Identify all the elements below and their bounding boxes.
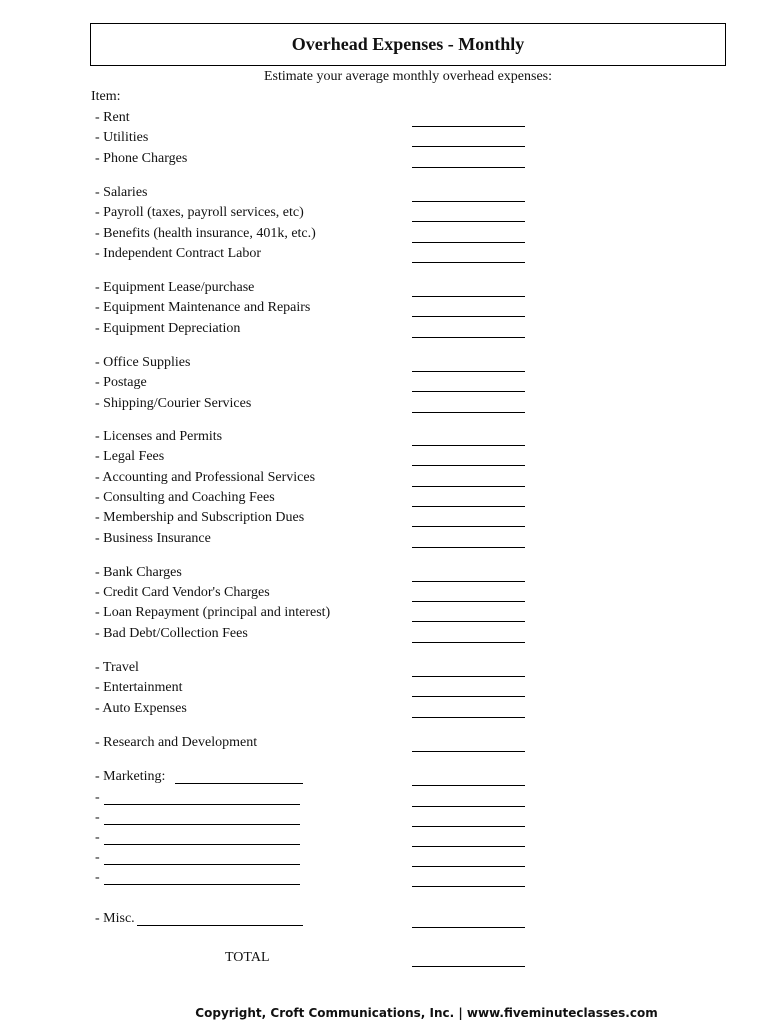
expense-label: - Legal Fees [95,449,165,464]
amount-line[interactable] [412,167,525,168]
expense-label: - Equipment Lease/purchase [95,280,255,295]
fill-in-blank[interactable] [104,872,300,885]
amount-line[interactable] [412,126,525,127]
expense-label: - Utilities [95,130,149,145]
amount-line[interactable] [412,262,525,263]
expense-row [95,280,535,300]
expense-label: - Auto Expenses [95,701,187,716]
expense-row [95,185,535,205]
amount-line[interactable] [412,785,525,786]
amount-line[interactable] [412,337,525,338]
amount-line[interactable] [412,886,525,887]
page-subtitle: Estimate your average monthly overhead expenses: [263,69,553,84]
expense-row [95,470,535,490]
expense-label: - Marketing: [95,769,166,784]
expense-label: - [95,810,100,825]
expense-row [95,735,535,755]
expense-row [95,205,535,225]
amount-line[interactable] [412,296,525,297]
expense-row [95,830,535,850]
expense-label: - Bad Debt/Collection Fees [95,626,248,641]
total-row [95,950,535,970]
expense-row [95,605,535,625]
expense-row [95,429,535,449]
expense-label: - Research and Development [95,735,258,750]
expense-row [95,769,535,789]
fill-in-blank[interactable] [104,812,300,825]
amount-line[interactable] [412,391,525,392]
page-title: Overhead Expenses - Monthly [291,34,525,54]
expense-row [95,226,535,246]
expense-label: - Business Insurance [95,531,211,546]
fill-in-blank[interactable] [104,832,300,845]
amount-line[interactable] [412,465,525,466]
expense-row [95,911,535,931]
amount-line[interactable] [412,676,525,677]
expense-label: - Credit Card Vendor's Charges [95,585,270,600]
expense-label: - Entertainment [95,680,183,695]
expense-label: - Equipment Depreciation [95,321,241,336]
amount-line[interactable] [412,581,525,582]
expense-label: - Bank Charges [95,565,182,580]
amount-line[interactable] [412,601,525,602]
expense-label: - Misc. [95,911,135,926]
expense-label: - Postage [95,375,147,390]
expense-label: - Office Supplies [95,355,191,370]
expense-label: - [95,830,100,845]
expense-label: - Shipping/Courier Services [95,396,252,411]
expense-label: - Benefits (health insurance, 401k, etc.) [95,226,316,241]
amount-line[interactable] [412,927,525,928]
amount-line[interactable] [412,866,525,867]
amount-line[interactable] [412,445,525,446]
fill-in-blank[interactable] [175,771,303,784]
expense-label: - [95,870,100,885]
expense-label: - Independent Contract Labor [95,246,261,261]
expense-row [95,110,535,130]
expense-label: - Accounting and Professional Services [95,470,316,485]
amount-line[interactable] [412,146,525,147]
expense-row [95,130,535,150]
expense-row [95,375,535,395]
expense-label: - Membership and Subscription Dues [95,510,305,525]
amount-line[interactable] [412,316,525,317]
expense-row [95,531,535,551]
amount-line[interactable] [412,696,525,697]
expense-row [95,300,535,320]
amount-line[interactable] [412,221,525,222]
expense-row [95,449,535,469]
total-amount-line[interactable] [412,966,525,967]
expense-label: - [95,790,100,805]
expense-row [95,585,535,605]
amount-line[interactable] [412,826,525,827]
amount-line[interactable] [412,751,525,752]
expense-row [95,850,535,870]
amount-line[interactable] [412,806,525,807]
amount-line[interactable] [412,506,525,507]
expense-label: - Licenses and Permits [95,429,223,444]
title-box [90,23,726,66]
expense-label: - Rent [95,110,130,125]
expense-row [95,321,535,341]
footer-copyright: Copyright, Croft Communications, Inc. | www.fiveminuteclasses.com [195,1006,658,1020]
amount-line[interactable] [412,201,525,202]
amount-line[interactable] [412,412,525,413]
expense-label: - Consulting and Coaching Fees [95,490,275,505]
expense-row [95,246,535,266]
amount-line[interactable] [412,621,525,622]
expense-row [95,680,535,700]
total-label: TOTAL [225,950,270,965]
expense-label: - Travel [95,660,139,675]
fill-in-blank[interactable] [104,792,300,805]
expense-row [95,510,535,530]
amount-line[interactable] [412,642,525,643]
expense-label: - Loan Repayment (principal and interest) [95,605,331,620]
expense-row [95,626,535,646]
expense-row [95,151,535,171]
expense-row [95,565,535,585]
expense-row [95,870,535,890]
expense-row [95,490,535,510]
expense-row [95,660,535,680]
amount-line[interactable] [412,547,525,548]
amount-line[interactable] [412,371,525,372]
expense-row [95,810,535,830]
amount-line[interactable] [412,717,525,718]
expense-label: - [95,850,100,865]
amount-line[interactable] [412,242,525,243]
expense-label: - Phone Charges [95,151,188,166]
expense-row [95,790,535,810]
expense-label: - Equipment Maintenance and Repairs [95,300,311,315]
expense-label: - Salaries [95,185,148,200]
amount-line[interactable] [412,526,525,527]
item-header: Item: [91,89,121,104]
expense-label: - Payroll (taxes, payroll services, etc) [95,205,304,220]
fill-in-blank[interactable] [104,852,300,865]
amount-line[interactable] [412,486,525,487]
expense-row [95,355,535,375]
expense-row [95,396,535,416]
amount-line[interactable] [412,846,525,847]
fill-in-blank[interactable] [137,913,303,926]
expense-row [95,701,535,721]
